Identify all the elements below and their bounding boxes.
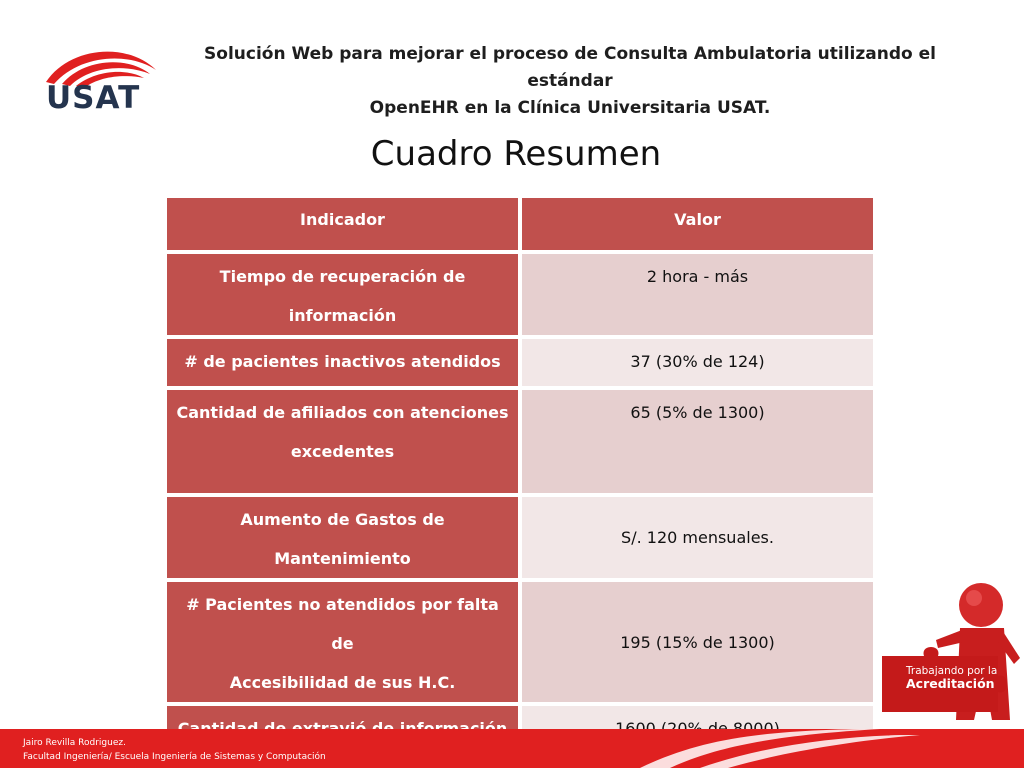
value-cell: 195 (15% de 1300) — [520, 580, 875, 704]
table-header-row — [165, 196, 875, 252]
indicator-cell — [165, 337, 520, 388]
figure-caption-line2: Acreditación — [906, 676, 995, 691]
slide-title: Cuadro Resumen — [370, 134, 662, 174]
footer-swoosh — [0, 729, 1024, 768]
indicator-line: Accesibilidad de sus H.C. — [229, 673, 456, 692]
header-title — [160, 41, 980, 122]
indicator-line: Cantidad de afiliados con atenciones — [176, 403, 509, 422]
indicator-cell — [165, 495, 520, 580]
header-title-line2: OpenEHR en la Clínica Universitaria USAT. — [369, 98, 771, 118]
header-valor: Valor — [520, 196, 875, 252]
footer-bar — [0, 729, 1024, 768]
summary-table — [165, 196, 875, 754]
indicator-cell — [165, 388, 520, 495]
table-row — [165, 388, 875, 495]
table-row — [165, 580, 875, 704]
table-row — [165, 495, 875, 580]
header-indicador: Indicador — [165, 196, 520, 252]
header-title-line1: Solución Web para mejorar el proceso de Consulta Ambulatoria utilizando el estándar — [204, 44, 936, 91]
indicator-line: Aumento de Gastos de — [240, 510, 445, 529]
accreditation-figure — [876, 580, 1024, 730]
value-cell: 65 (5% de 1300) — [520, 388, 875, 495]
value-cell: 2 hora - más — [520, 252, 875, 337]
indicator-line: # Pacientes no atendidos por falta de — [186, 595, 499, 653]
indicator-line: excedentes — [290, 442, 395, 461]
figure-caption-line1: Trabajando por la — [906, 665, 998, 677]
indicator-cell — [165, 580, 520, 704]
indicator-line: # de pacientes inactivos atendidos — [184, 352, 501, 371]
footer-faculty: Facultad Ingeniería/ Escuela Ingeniería de Sistemas y Computación — [23, 752, 326, 762]
table-row — [165, 337, 875, 388]
indicator-line: Tiempo de recuperación de — [219, 267, 466, 286]
value-cell: 37 (30% de 124) — [520, 337, 875, 388]
indicator-cell — [165, 252, 520, 337]
indicator-line: información — [288, 306, 397, 325]
indicator-line: Mantenimiento — [274, 549, 411, 568]
value-cell: S/. 120 mensuales. — [520, 495, 875, 580]
logo-wordmark: USAT — [46, 80, 141, 116]
table-row — [165, 252, 875, 337]
footer-author: Jairo Revilla Rodriguez. — [23, 738, 126, 748]
